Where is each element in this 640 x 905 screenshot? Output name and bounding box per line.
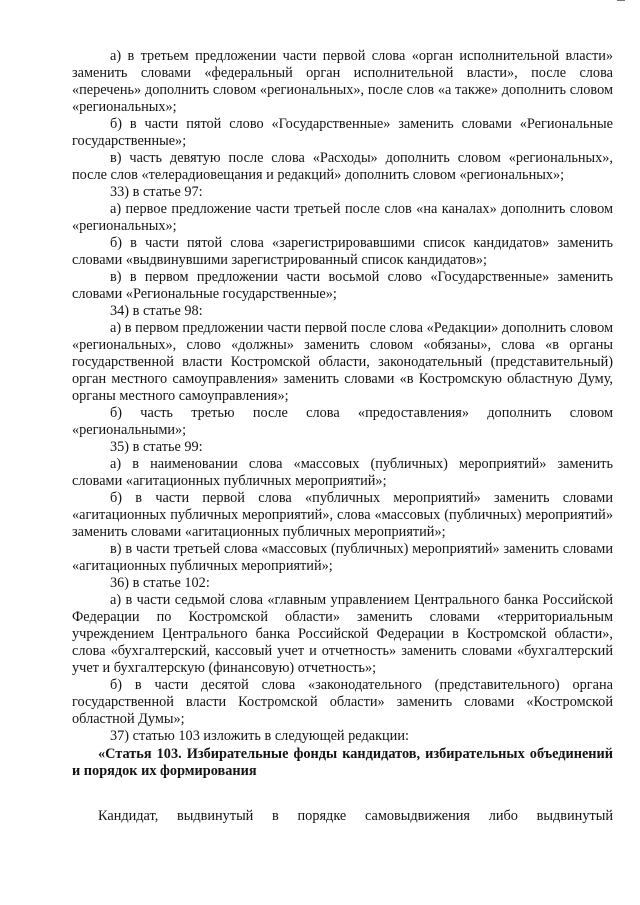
paragraph-97-a: а) первое предложение части третьей после слов «на каналах» дополнить словом «региональных»; [72,201,613,234]
item-33-heading: 33) в статье 97: [110,184,203,200]
paragraph-102-a: а) в части седьмой слова «главным управлением Центрального банка Российской Федерации по Костромской области» заменить словами «территориальным учреждением Центрального банка Российской Федерации в Костромской области», слова «бухгалтерский, кассовый учет и отчетность» заменить словами «бухгалтерский учет и бухгалтерскую (финансовую) отчетность»; [72,592,613,676]
paragraph-97-c: в) в первом предложении части восьмой слово «Государственные» заменить словами «Региональные государственные»; [72,269,613,302]
item-34-heading: 34) в статье 98: [110,303,203,319]
paragraph-33-1: а) в третьем предложении части первой слова «орган исполнительной власти» заменить словами «федеральный орган исполнительной власти», после слова «перечень» дополнить словом «региональных», после слов «а также» дополнить словом «региональных»; [72,48,613,115]
paragraph-99-a: а) в наименовании слова «массовых (публичных) мероприятий» заменить словами «агитационных публичных мероприятий»; [72,456,613,489]
item-35-heading: 35) в статье 99: [110,439,203,455]
paragraph-98-b: б) часть третью после слова «предоставления» дополнить словом «региональными»; [72,405,613,438]
paragraph-98-a: а) в первом предложении части первой после слова «Редакции» дополнить словом «региональных», слово «должны» заменить словом «обязаны», слова «в органы государственной власти Костромской области, законодательный (представительный) орган местного самоуправления» заменить словами «в Костромскую областную Думу, органы местного самоуправления»; [72,320,613,404]
scan-mark [617,0,625,1]
paragraph-99-c: в) в части третьей слова «массовых (публичных) мероприятий» заменить словами «агитационных публичных мероприятий»; [72,541,613,574]
paragraph-33-3: в) часть девятую после слова «Расходы» дополнить словом «региональных», после слов «телерадиовещания и редакций» дополнить словом «региональных»; [72,150,613,183]
item-37-heading: 37) статью 103 изложить в следующей редакции: [110,728,409,744]
article-103-first-line: Кандидат, выдвинутый в порядке самовыдвижения либо выдвинутый [98,808,613,824]
item-36-heading: 36) в статье 102: [110,575,210,591]
paragraph-102-b: б) в части десятой слова «законодательного (представительного) органа государственной власти Костромской области» заменить словами «Костромской областной Думы»; [72,677,613,727]
article-103-title: «Статья 103. Избирательные фонды кандидатов, избирательных объединений и порядок их формирования [72,746,613,779]
paragraph-99-b: б) в части первой слова «публичных мероприятий» заменить словами «агитационных публичных мероприятий», слова «массовых (публичных) мероприятий» заменить словами «агитационных публичных мероприятий»; [72,490,613,540]
paragraph-33-2: б) в части пятой слово «Государственные» заменить словами «Региональные государственные»; [72,116,613,149]
paragraph-97-b: б) в части пятой слова «зарегистрировавшими список кандидатов» заменить словами «выдвинувшими зарегистрированный список кандидатов»; [72,235,613,268]
